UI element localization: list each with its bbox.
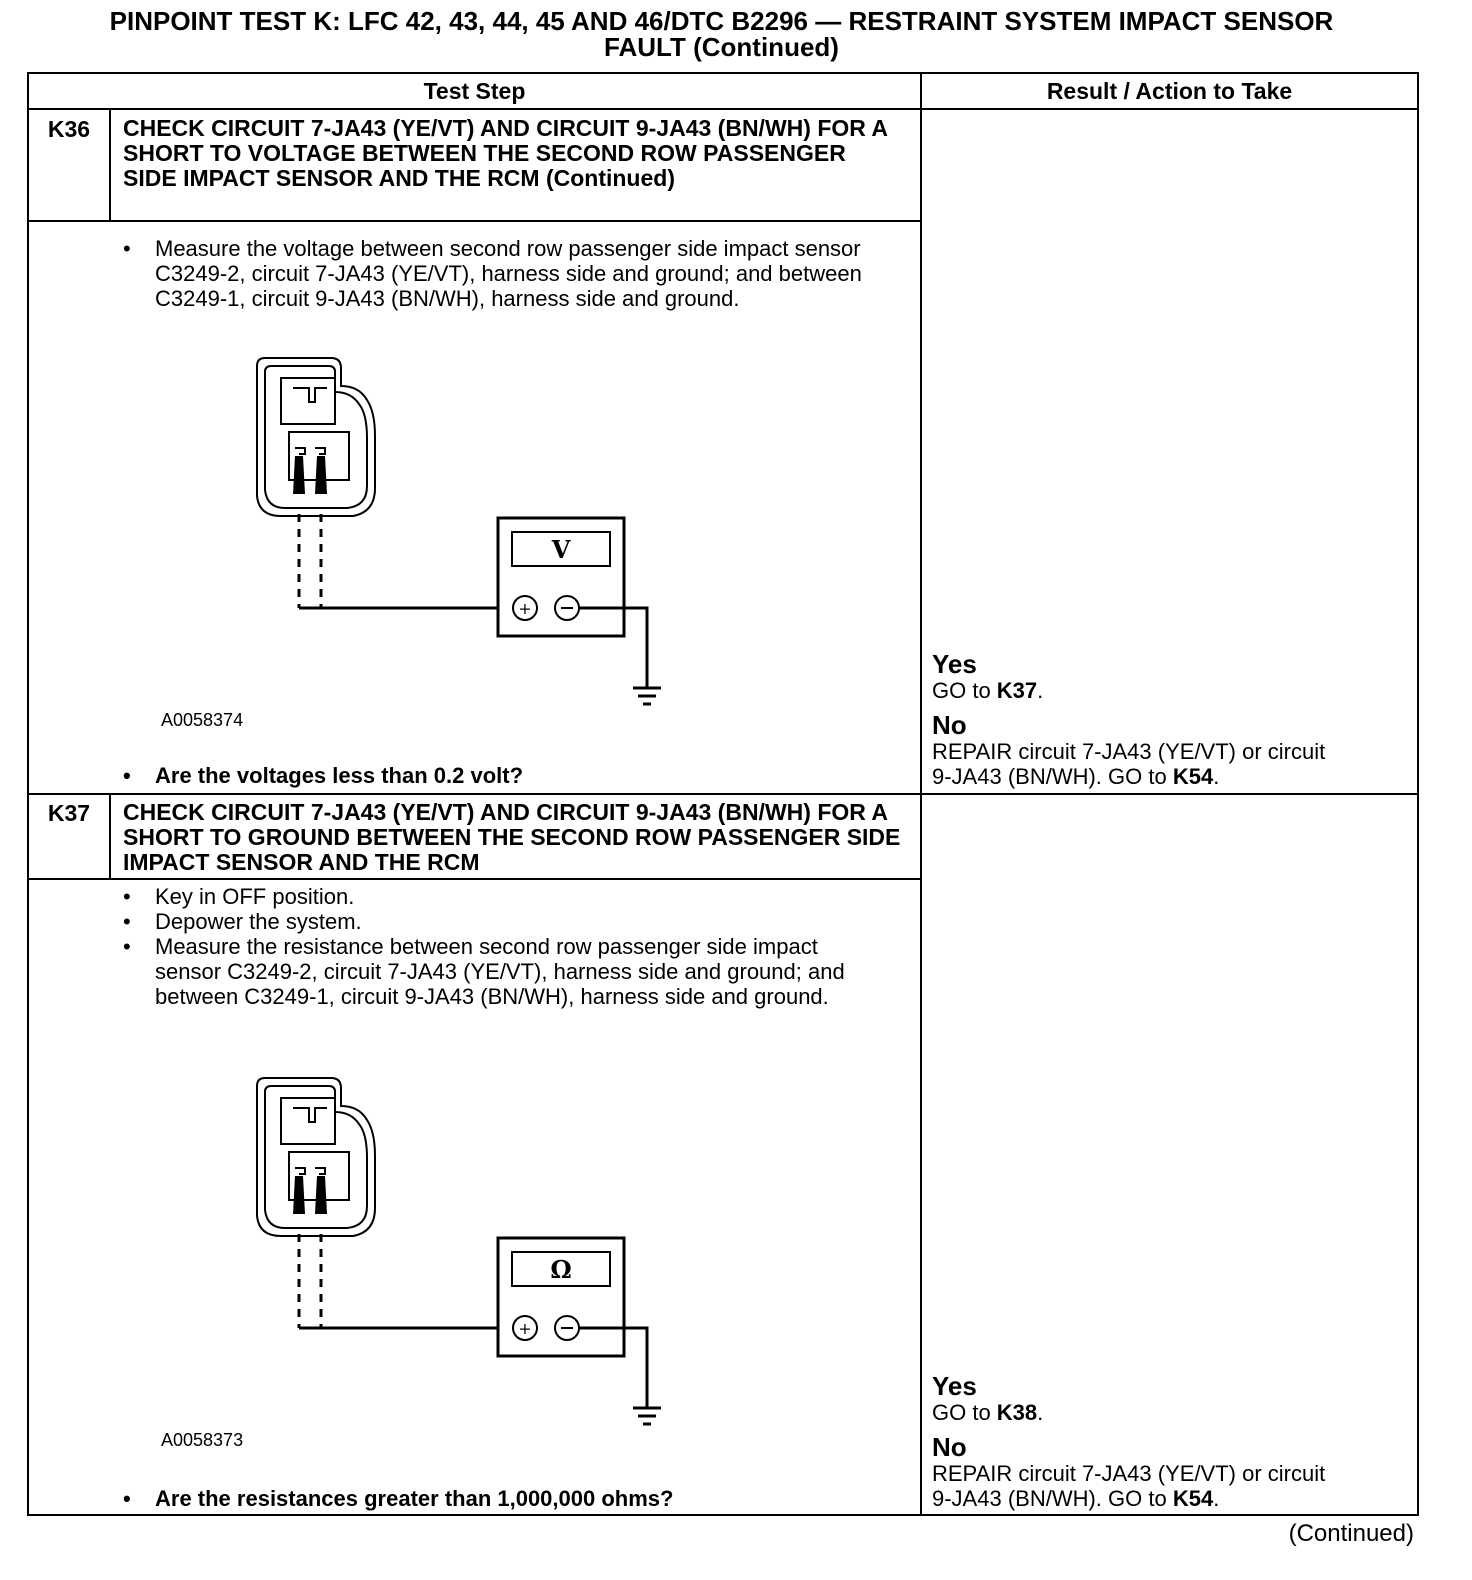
figure-id: A0058373 — [161, 1430, 244, 1450]
header-result-action: Result / Action to Take — [1046, 78, 1293, 104]
step-title: CHECK CIRCUIT 7-JA43 (YE/VT) AND CIRCUIT 9-JA43 (BN/WH) FOR A SHORT TO GROUND BETWEEN THE SECOND ROW PASSENGER SIDE IMPACT SENSOR AND THE RCM — [123, 799, 901, 875]
no-label: No — [932, 710, 967, 740]
plus-sign: + — [518, 1319, 532, 1338]
k36-title-divider — [29, 220, 920, 222]
step-result — [932, 650, 1412, 789]
yes-action-text: GO to — [932, 678, 997, 703]
terminal-pin-right — [315, 1176, 327, 1214]
meter-symbol: V — [551, 535, 571, 564]
step-id: K36 — [47, 116, 91, 142]
step-instructions — [123, 884, 863, 1009]
yes-label: Yes — [932, 1371, 977, 1401]
yes-action-text: GO to — [932, 1400, 997, 1425]
plus-sign: + — [518, 599, 532, 618]
header-test-step: Test Step — [423, 78, 526, 104]
page-title-line1: PINPOINT TEST K: LFC 42, 43, 44, 45 AND 46/DTC B2296 — RESTRAINT SYSTEM IMPACT SENSOR — [109, 6, 1334, 36]
step-id-divider-k36 — [109, 110, 111, 222]
step-question — [123, 763, 863, 788]
no-target-link[interactable]: K54 — [1172, 764, 1214, 789]
question-item: • Are the voltages less than 0.2 volt? — [123, 763, 863, 788]
terminal-pin-right — [315, 456, 327, 494]
yes-action: GO to K38. — [932, 1400, 1044, 1425]
no-action: 9-JA43 (BN/WH). GO to K54. — [932, 1486, 1220, 1511]
terminal-pin-left — [293, 1176, 305, 1214]
step-id-divider-k37 — [109, 794, 111, 880]
step-result — [932, 1372, 1412, 1511]
no-action-line1: REPAIR circuit 7-JA43 (YE/VT) or circuit — [932, 1461, 1326, 1486]
yes-label: Yes — [932, 649, 977, 679]
row-divider — [29, 793, 1417, 795]
no-action-text: 9-JA43 (BN/WH). GO to — [932, 1486, 1173, 1511]
figure-id: A0058374 — [161, 710, 244, 730]
instruction-item: • Depower the system. — [123, 909, 863, 934]
voltmeter-test-diagram — [229, 356, 689, 716]
yes-target-link[interactable]: K37 — [996, 678, 1038, 703]
meter-symbol: Ω — [550, 1255, 572, 1284]
step-title: CHECK CIRCUIT 7-JA43 (YE/VT) AND CIRCUIT 9-JA43 (BN/WH) FOR A SHORT TO VOLTAGE BETWEEN THE SECOND ROW PASSENGER SIDE IMPACT SENSOR AND THE RCM (Continued) — [123, 115, 888, 191]
ground-icon — [633, 1408, 661, 1424]
header-divider — [29, 108, 1417, 110]
terminal-pin-left — [293, 456, 305, 494]
pinpoint-test-table — [27, 72, 1419, 1516]
no-action: 9-JA43 (BN/WH). GO to K54. — [932, 764, 1220, 789]
page-title-line2: FAULT (Continued) — [604, 32, 839, 62]
no-action-text: 9-JA43 (BN/WH). GO to — [932, 764, 1173, 789]
instruction-item: • Key in OFF position. — [123, 884, 863, 909]
no-label: No — [932, 1432, 967, 1462]
no-target-link[interactable]: K54 — [1172, 1486, 1214, 1511]
instruction-item: • Measure the resistance between second row passenger side impact sensor C3249-2, circuit 7-JA43 (YE/VT), harness side and ground; and between C3249-1, circuit 9-JA43 (BN/WH), harness side and ground. — [123, 934, 863, 1009]
question-item: • Are the resistances greater than 1,000,000 ohms? — [123, 1486, 863, 1511]
no-action-line1: REPAIR circuit 7-JA43 (YE/VT) or circuit — [932, 739, 1326, 764]
step-question — [123, 1486, 863, 1511]
yes-target-link[interactable]: K38 — [996, 1400, 1038, 1425]
k37-title-divider — [29, 878, 920, 880]
step-id: K37 — [47, 800, 91, 826]
instruction-item: • Measure the voltage between second row passenger side impact sensor C3249-2, circuit 7-JA43 (YE/VT), harness side and ground; and between C3249-1, circuit 9-JA43 (BN/WH), harness side and ground. — [123, 236, 863, 311]
step-instructions — [123, 236, 863, 311]
ground-icon — [633, 688, 661, 704]
yes-action: GO to K37. — [932, 678, 1044, 703]
continued-label: (Continued) — [1288, 1520, 1414, 1547]
page-title — [0, 8, 1443, 60]
ohmmeter-test-diagram — [229, 1076, 689, 1436]
